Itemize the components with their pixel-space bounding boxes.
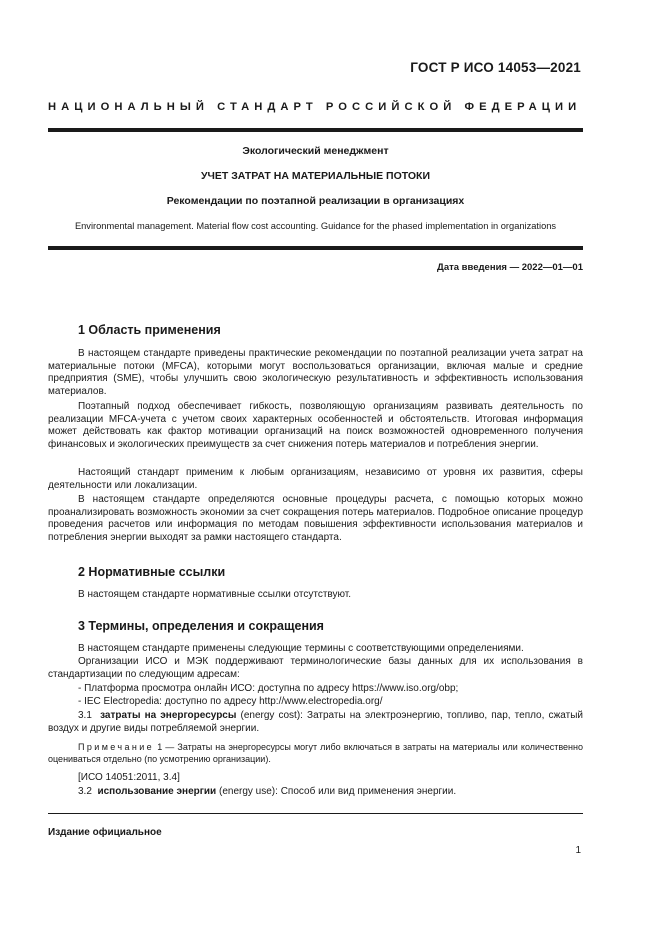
title-category: Экологический менеджмент [242,145,389,157]
section-3-paragraph: Организации ИСО и МЭК поддерживают терминологические базы данных для их использования в стандартизации по следующим адресам: [48,656,583,680]
term-definition: (energy use): Способ или вид применения энергии. [219,786,457,797]
section-2-title: 2 Нормативные ссылки [78,565,226,579]
list-item: - IEC Electropedia: доступно по адресу http://www.electropedia.org/ [78,696,383,707]
page-number: 1 [575,845,581,856]
term-number: 3.1 [78,710,92,721]
title-divider [48,246,583,250]
term-3-2 [48,786,583,799]
note-label: Примечание [78,742,155,752]
title-english: Environmental management. Material flow cost accounting. Guidance for the phased implementation in organizations [74,221,557,231]
document-code: ГОСТ Р ИСО 14053—2021 [410,60,581,75]
section-1-paragraph: Поэтапный подход обеспечивает гибкость, позволяющую организациям развивать деятельность по реализации MFCA-учета с учетом своих характерных особенностей и обстоятельств. Итоговая информация может действовать как фактор мотивации организаций на поиск возможностей одновременного получения финансовых и экологических преимуществ за счет снижения потерь материалов и потребления энергии. [48,401,583,450]
top-divider [48,128,583,132]
source-reference: [ИСО 14051:2011, 3.4] [78,772,180,783]
edition-label: Издание официальное [48,827,162,838]
section-1-title: 1 Область применения [78,323,221,337]
title-main: УЧЕТ ЗАТРАТ НА МАТЕРИАЛЬНЫЕ ПОТОКИ [200,170,431,182]
term-definition: (energy cost): Затраты на электроэнергию, топливо, пар, тепло, сжатый воздух и другие виды потребляемой энергии. [48,710,583,734]
term-number: 3.2 [78,786,92,797]
term-3-1 [48,710,583,735]
list-item: - Платформа просмотра онлайн ИСО: доступна по адресу https://www.iso.org/obp; [78,683,459,694]
section-3-paragraph: В настоящем стандарте применены следующие термины с соответствующими определениями. [78,643,524,654]
introduction-date: Дата введения — 2022—01—01 [437,262,583,273]
section-2-paragraph: В настоящем стандарте нормативные ссылки отсутствуют. [78,589,352,600]
section-1-paragraph: В настоящем стандарте определяются основные процедуры расчета, с помощью которых можно проанализировать возможность экономии за счет сокращения потерь материалов. Подробное описание процедур проведения расчетов или информация по методам повышения эффективности использования материалов и потребления энергии выходят за рамки настоящего стандарта. [48,494,583,543]
footer-divider [48,813,583,814]
national-standard-banner: НАЦИОНАЛЬНЫЙ СТАНДАРТ РОССИЙСКОЙ ФЕДЕРАЦИИ [48,101,582,113]
section-1-paragraph: В настоящем стандарте приведены практические рекомендации по поэтапной реализации учета затрат на материальные потоки (MFCA), которыми могут воспользоваться организации, включая малые и средние предприятия (SME), чтобы улучшить свою экологическую результативность и эффективность использования материалов. [48,348,583,397]
title-subtitle: Рекомендации по поэтапной реализации в организациях [166,195,465,207]
section-3-title: 3 Термины, определения и сокращения [78,619,324,633]
section-1-paragraph: Настоящий стандарт применим к любым организациям, независимо от уровня их развития, сферы деятельности или локализации. [48,467,583,491]
note-text: 1 — Затраты на энергоресурсы могут либо включаться в затраты на материалы или количественно оцениваться отдельно (по усмотрению организации). [48,742,583,764]
term-name: использование энергии [97,786,217,797]
term-note [48,742,583,765]
term-name: затраты на энергоресурсы [100,710,237,721]
